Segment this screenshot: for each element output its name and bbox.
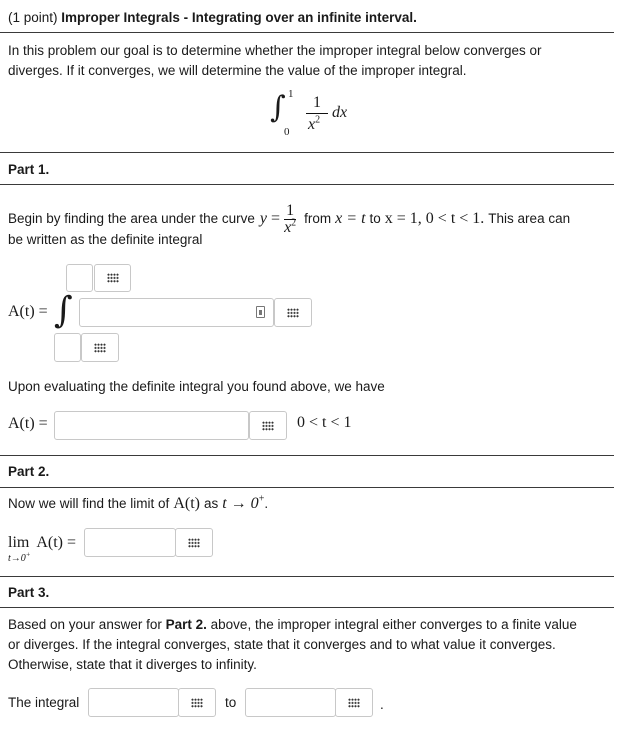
- part2-sentence: [8, 495, 268, 513]
- lim-word: lim: [8, 534, 30, 551]
- problem-title: Improper Integrals - Integrating over an infinite interval.: [61, 10, 417, 25]
- converges-diverges-input[interactable]: [88, 688, 179, 717]
- evaluate-text: Upon evaluating the definite integral you found above, we have: [8, 379, 385, 394]
- a-of-t-label-2: A(t) =: [8, 415, 48, 432]
- divider: [0, 455, 614, 456]
- divider: [0, 32, 614, 33]
- a-of-t-inline: A(t): [173, 495, 200, 512]
- divider: [0, 184, 614, 185]
- integrand-denominator: $x^2$: [308, 114, 321, 133]
- integral-sign: ∫: [270, 90, 286, 125]
- part1-line-2: be written as the definite integral: [8, 232, 203, 247]
- a-of-t-input[interactable]: [54, 411, 249, 440]
- equation-grid-icon: [348, 698, 360, 708]
- divider: [0, 576, 614, 577]
- lower-limit-input[interactable]: [54, 333, 81, 362]
- equation-grid-icon: [94, 343, 106, 353]
- lower-limit-equation-editor-button[interactable]: [81, 333, 119, 362]
- integrand-equation-editor-button[interactable]: [274, 298, 312, 327]
- converges-diverges-equation-editor-button[interactable]: [178, 688, 216, 717]
- divider: [0, 487, 614, 488]
- integrand-input[interactable]: [79, 298, 274, 327]
- integral-differential: dx: [332, 104, 348, 121]
- problem-header: [8, 9, 417, 27]
- equation-grid-icon: [188, 538, 200, 548]
- intro-line-2: diverges. If it converges, we will determine the value of the improper integral.: [8, 63, 467, 78]
- integral-lower-limit: 0: [284, 126, 290, 138]
- equation-grid-icon: [287, 308, 299, 318]
- improper-integral-display: [270, 88, 360, 138]
- part2-text-as: as: [203, 496, 219, 511]
- integrand-numerator: 1: [313, 94, 321, 111]
- part1-text-from: from: [304, 210, 332, 226]
- value-equation-editor-button[interactable]: [335, 688, 373, 717]
- part1-sentence: Begin by finding the area under the curve y = $\frac{1}{x^2}$ from x = t to x = 1, 0 < t < 1. This area can: [8, 202, 571, 236]
- definite-integral-sign: ∫: [54, 290, 73, 331]
- to-expression: x = 1, 0 < t < 1.: [384, 209, 485, 227]
- limit-expression: [8, 534, 76, 552]
- a-of-t-label: A(t) =: [8, 303, 48, 320]
- limit-subscript: t→0+: [8, 550, 31, 564]
- equation-grid-icon: [107, 273, 119, 283]
- part2-title: Part 2.: [8, 464, 50, 479]
- part2-text-pre: Now we will find the limit of: [8, 496, 170, 511]
- final-period: .: [380, 697, 384, 712]
- points-label: (1 point): [8, 10, 58, 25]
- t-condition: 0 < t < 1: [297, 414, 352, 431]
- to-label: to: [225, 695, 237, 710]
- intro-line-1: In this problem our goal is to determine whether the improper integral below converges or: [8, 43, 542, 58]
- part2-period: .: [264, 496, 269, 511]
- limit-input[interactable]: [84, 528, 176, 557]
- a-of-t-equation-editor-button[interactable]: [249, 411, 287, 440]
- part1-text-begin: Begin by finding the area under the curve: [8, 210, 255, 226]
- from-expression: x = t: [335, 209, 366, 227]
- part3-line-3: Otherwise, state that it diverges to infinity.: [8, 657, 257, 672]
- part1-text-area: This area can: [488, 210, 571, 226]
- integral-upper-limit: 1: [288, 88, 294, 100]
- part3-title: Part 3.: [8, 585, 50, 600]
- upper-limit-input[interactable]: [66, 264, 93, 292]
- part1-text-to: to: [369, 210, 381, 226]
- divider: [0, 607, 614, 608]
- integral-label: The integral: [8, 695, 80, 710]
- part3-line-2: or diverges. If the integral converges, state that it converges and to what value it converges.: [8, 637, 556, 652]
- t-approaches: t → 0+: [222, 493, 265, 512]
- divider: [0, 152, 614, 153]
- curve-fraction: $\frac{1}{x^2}$: [284, 202, 297, 236]
- equation-grid-icon: [191, 698, 203, 708]
- part1-title: Part 1.: [8, 162, 50, 177]
- part3-line-1: Based on your answer for Part 2. above, the improper integral either converges to a finite value: [8, 617, 577, 632]
- lock-icon: [256, 306, 265, 318]
- limit-equation-editor-button[interactable]: [175, 528, 213, 557]
- upper-limit-equation-editor-button[interactable]: [94, 264, 131, 292]
- equation-grid-icon: [262, 421, 274, 431]
- lim-a-of-t: A(t) =: [36, 534, 77, 551]
- value-input[interactable]: [245, 688, 336, 717]
